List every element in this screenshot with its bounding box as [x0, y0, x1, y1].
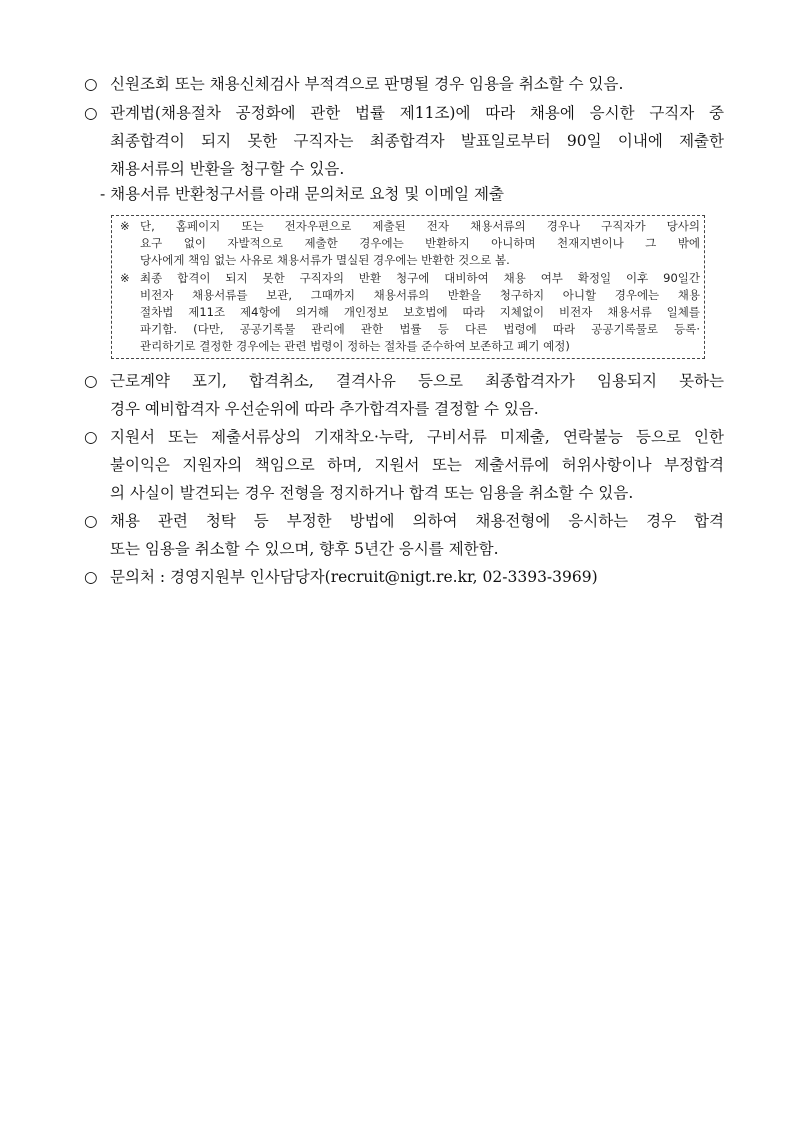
bullet-circle: ○ — [84, 568, 98, 586]
note-online-submission — [120, 218, 700, 270]
notes-box — [111, 215, 705, 359]
note-line: 비전자 채용서류를 보관, 그때까지 채용서류의 반환을 청구하지 아니할 경우에는 채용 — [140, 287, 700, 302]
notice-line: 또는 임용을 취소할 수 있으며, 향후 5년간 응시를 제한함. — [110, 540, 499, 558]
note-line: 관리하기로 결정한 경우에는 관련 법령이 정하는 절차를 준수하여 보존하고 폐기 예정) — [140, 339, 570, 354]
notice-line: ○ 근로계약 포기, 합격취소, 결격사유 등으로 최종합격자가 임용되지 못하는 — [84, 367, 724, 395]
bullet-circle: ○ — [84, 428, 98, 446]
bullet-circle: ○ — [84, 512, 98, 530]
note-line: ※ 단, 홈페이지 또는 전자우편으로 제출된 전자 채용서류의 경우나 구직자가 당사의 — [120, 218, 700, 235]
notice-line: 의 사실이 발견되는 경우 전형을 정지하거나 합격 또는 임용을 취소할 수 있음. — [110, 484, 634, 502]
notice-line: ○ 지원서 또는 제출서류상의 기재착오·누락, 구비서류 미제출, 연락불능 등으로 인한 — [84, 423, 724, 451]
reference-mark: ※ — [120, 270, 130, 285]
notice-item-contact — [84, 563, 724, 591]
notice-item-solicitation — [84, 507, 724, 563]
notice-item-appointment-cancel — [84, 70, 724, 98]
bullet-circle: ○ — [84, 372, 98, 390]
notice-item-document-return — [84, 99, 724, 183]
bullet-circle: ○ — [84, 104, 98, 122]
notice-item-additional-pass — [84, 367, 724, 423]
notice-line: ○ 관계법(채용절차 공정화에 관한 법률 제11조)에 따라 채용에 응시한 구직자 중 — [84, 99, 724, 127]
note-line: 요구 없이 자발적으로 제출한 경우에는 반환하지 아니하며 천재지변이나 그 밖에 — [140, 236, 700, 251]
notice-line: ○ 신원조회 또는 채용신체검사 부적격으로 판명될 경우 임용을 취소할 수 있음. — [84, 70, 724, 98]
note-line: ※ 최종 합격이 되지 못한 구직자의 반환 청구에 대비하여 채용 여부 확정일 이후 90일간 — [120, 270, 700, 287]
notice-line: 최종합격이 되지 못한 구직자는 최종합격자 발표일로부터 90일 이내에 제출한 — [110, 132, 724, 150]
notice-item-applicant-responsibility — [84, 423, 724, 507]
bullet-circle: ○ — [84, 75, 98, 93]
notice-line: ○ 채용 관련 청탁 등 부정한 방법에 의하여 채용전형에 응시하는 경우 합격 — [84, 507, 724, 535]
notice-line: 채용서류의 반환을 청구할 수 있음. — [110, 160, 345, 178]
notice-line: 불이익은 지원자의 책임으로 하며, 지원서 또는 제출서류에 허위사항이나 부정합격 — [110, 456, 724, 474]
note-retention-period — [120, 270, 700, 356]
notice-line: 경우 예비합격자 우선순위에 따라 추가합격자를 결정할 수 있음. — [110, 400, 539, 418]
note-line: 파기함. (다만, 공공기록물 관리에 관한 법률 등 다른 법령에 따라 공공기록물로 등록· — [140, 322, 700, 337]
return-request-instruction: - 채용서류 반환청구서를 아래 문의처로 요청 및 이메일 제출 — [100, 185, 505, 203]
notice-line: ○ 문의처 : 경영지원부 인사담당자(recruit@nigt.re.kr, 02-3393-3969) — [84, 563, 724, 591]
note-line: 당사에게 책임 없는 사유로 채용서류가 멸실된 경우에는 반환한 것으로 봄. — [140, 253, 510, 268]
reference-mark: ※ — [120, 219, 130, 233]
note-line: 절차법 제11조 제4항에 의거해 개인정보 보호법에 따라 지체없이 비전자 채용서류 일체를 — [140, 305, 700, 320]
